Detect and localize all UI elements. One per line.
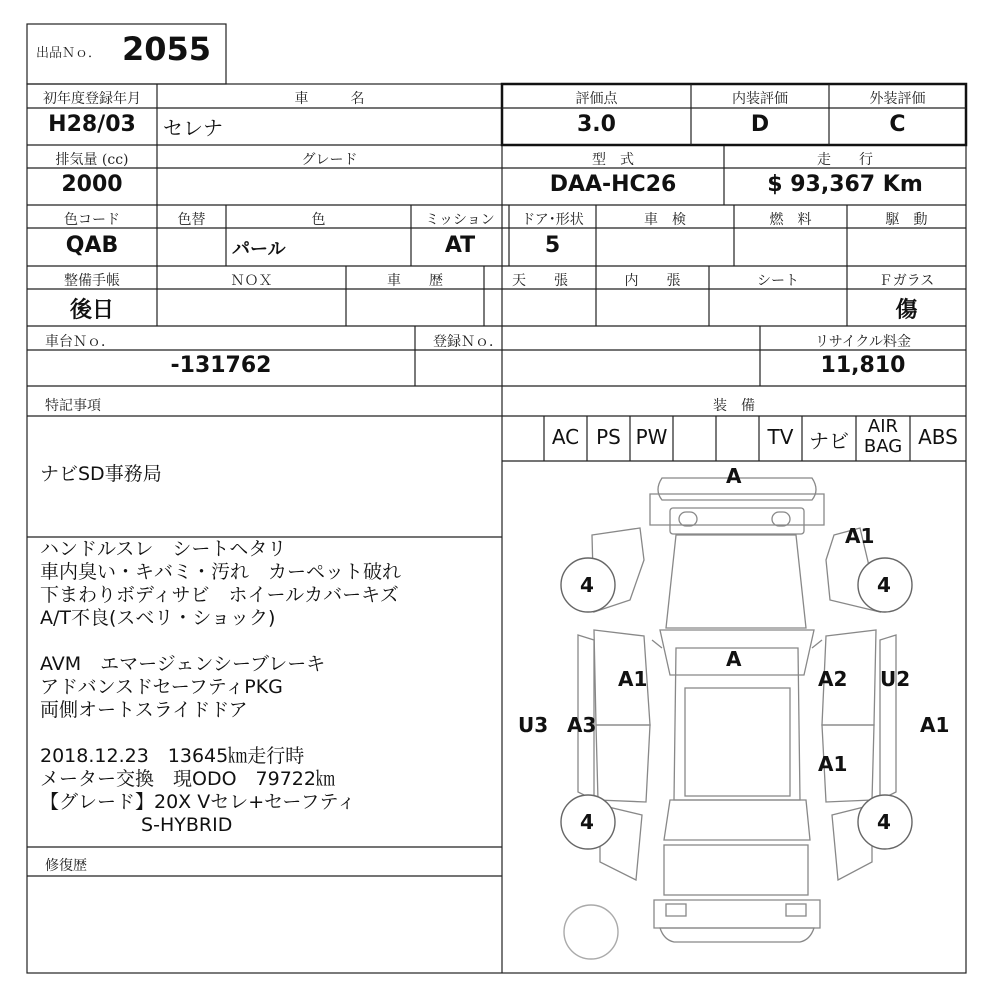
note-line [40, 722, 401, 745]
nox-label: ＮＯＸ [230, 273, 273, 289]
model-label: 型 式 [592, 152, 634, 168]
lot-number-label: 出品Ｎｏ． [36, 46, 102, 61]
special-notes-body [40, 538, 401, 837]
mark-hood: A [726, 647, 742, 671]
mileage-value: $ 93,367 Km [767, 172, 923, 197]
note-line: A/T不良(スベリ・ショック) [40, 607, 276, 629]
equip-tv: TV [767, 425, 794, 449]
special-notes-top: ナビSD事務局 [40, 463, 162, 485]
equip-navi: ナビ [809, 429, 849, 453]
mission-value: AT [444, 233, 476, 258]
mark-right-side: A1 [920, 713, 950, 737]
note-line: AVM エマージェンシーブレーキ [40, 653, 326, 675]
car-name-label: 車 名 [294, 91, 365, 107]
score-value: 3.0 [577, 112, 616, 137]
displacement-value: 2000 [61, 172, 123, 197]
service-record-label: 整備手帳 [64, 273, 120, 289]
displacement-label: 排気量 (cc) [55, 152, 129, 168]
special-notes-label: 特記事項 [45, 398, 101, 414]
mark-left-side: U3 [518, 713, 549, 737]
note-line: S-HYBRID [40, 814, 233, 836]
inspection-label: 車 検 [644, 212, 686, 228]
equip-abs: ABS [918, 425, 958, 449]
mark-right-rear-door: A1 [818, 752, 848, 776]
score-label: 評価点 [575, 91, 618, 107]
interior-grade-label: 内装評価 [732, 91, 788, 107]
note-line: 車内臭い・キバミ・汚れ カーペット破れ [40, 561, 402, 583]
car-name-value: セレナ [163, 116, 223, 140]
registration-number-label: 登録Ｎｏ． [433, 334, 503, 350]
first-registration-value: H28/03 [48, 112, 136, 137]
chassis-number-label: 車台Ｎｏ． [45, 334, 115, 350]
mark-left-rear-door: A3 [567, 713, 597, 737]
front-glass-value: 傷 [895, 298, 918, 323]
note-line: ハンドルスレ シートヘタリ [40, 538, 287, 560]
note-line: 2018.12.23 13645㎞走行時 [40, 745, 305, 767]
equip-ps: PS [596, 425, 621, 449]
mark-tire-rear-left: 4 [580, 810, 594, 834]
grade-label: グレード [301, 152, 358, 168]
door-value: 5 [544, 233, 561, 258]
door-label: ドア･形状 [521, 212, 584, 228]
chassis-number-value: -131762 [170, 353, 272, 378]
fuel-label: 燃 料 [769, 212, 812, 228]
note-line: メーター交換 現ODO 79722㎞ [40, 768, 335, 790]
mileage-label: 走 行 [817, 152, 873, 168]
equip-pw: PW [635, 425, 668, 449]
interior-trim-label: 内 張 [624, 273, 681, 289]
seat-label: シート [757, 273, 799, 289]
mark-right-front-door: A2 [818, 667, 848, 691]
interior-grade-value: D [750, 112, 770, 137]
note-line: アドバンスドセーフティPKG [40, 676, 283, 698]
mark-right-pillar: U2 [880, 667, 911, 691]
recycle-fee-label: リサイクル料金 [814, 334, 912, 350]
note-line [40, 630, 401, 653]
repair-history-label: 修復歴 [45, 858, 87, 874]
first-registration-label: 初年度登録年月 [43, 91, 141, 107]
note-line: 両側オートスライドドア [40, 699, 248, 721]
model-value: DAA-HC26 [549, 172, 677, 197]
exterior-grade-value: C [889, 112, 906, 137]
exterior-grade-label: 外装評価 [869, 91, 926, 107]
color-value: パール [232, 239, 286, 260]
mission-label: ミッション [425, 212, 495, 228]
note-line: 【グレード】20X Vセレ+セーフティ [40, 791, 356, 813]
color-label: 色 [311, 212, 326, 228]
equip-ac: AC [551, 425, 580, 449]
mark-left-front-door: A1 [618, 667, 648, 691]
lot-number: 2055 [122, 30, 212, 68]
color-change-label: 色替 [177, 212, 206, 228]
car-history-label: 車 歴 [387, 273, 443, 289]
mark-tire-rear-right: 4 [877, 810, 891, 834]
equipment-label: 装 備 [713, 398, 755, 414]
mark-front-bumper: A [726, 464, 742, 488]
drive-label: 駆 動 [885, 212, 928, 228]
service-record-value: 後日 [69, 298, 114, 323]
mark-tire-front-left: 4 [580, 573, 594, 597]
color-code-label: 色コード [64, 212, 120, 228]
color-code-value: QAB [65, 233, 119, 258]
mark-tire-front-right: 4 [877, 573, 891, 597]
front-glass-label: Ｆガラス [878, 273, 935, 289]
mark-windshield: A1 [845, 524, 875, 548]
recycle-fee-value: 11,810 [820, 353, 906, 378]
equip-airbag: AIR BAG [863, 416, 903, 457]
note-line: 下まわりボディサビ ホイールカバーキズ [40, 584, 399, 606]
headliner-label: 天 張 [512, 273, 568, 289]
